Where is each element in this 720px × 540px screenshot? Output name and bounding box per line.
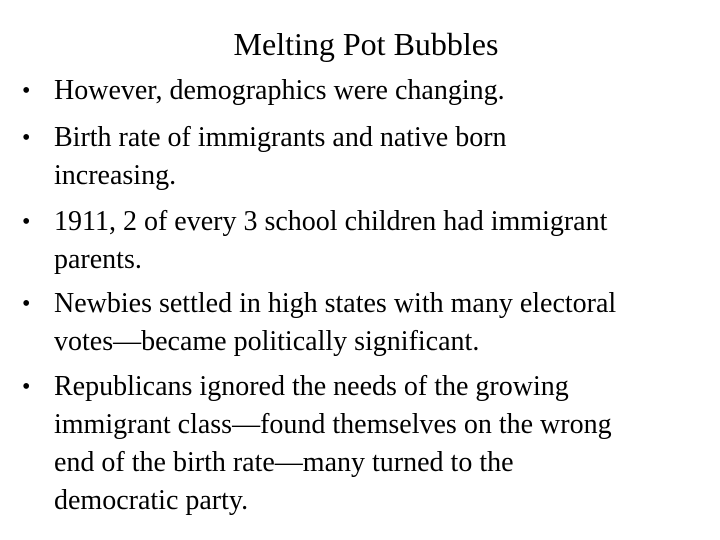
bullet-line: However, demographics were changing. — [54, 75, 505, 106]
bullet-line: democratic party. — [54, 485, 249, 516]
bullet-marker: • — [22, 209, 31, 235]
bullet-marker: • — [22, 125, 31, 151]
bullet-text — [54, 72, 712, 110]
bullet-marker: • — [22, 374, 31, 400]
bullet-item — [22, 72, 712, 110]
bullet-text — [54, 119, 712, 195]
bullet-line: Birth rate of immigrants and native born — [54, 122, 507, 153]
bullet-text — [54, 203, 712, 279]
bullet-item — [22, 119, 712, 195]
bullet-line: parents. — [54, 244, 142, 275]
bullet-item — [22, 203, 712, 279]
slide-title: Melting Pot Bubbles — [233, 26, 499, 62]
bullet-item — [22, 285, 712, 361]
bullet-text — [54, 285, 712, 361]
bullet-marker: • — [22, 291, 31, 317]
bullet-marker: • — [22, 78, 31, 104]
bullet-line: votes—became politically significant. — [54, 326, 480, 357]
bullet-item — [22, 368, 712, 520]
bullet-line: 1911, 2 of every 3 school children had immigrant — [54, 206, 608, 237]
bullet-line: Republicans ignored the needs of the growing — [54, 371, 569, 402]
bullet-line: immigrant class—found themselves on the wrong — [54, 409, 612, 440]
bullet-text — [54, 368, 712, 520]
bullet-line: increasing. — [54, 160, 177, 191]
bullet-line: Newbies settled in high states with many electoral — [54, 288, 617, 319]
bullet-line: end of the birth rate—many turned to the — [54, 447, 514, 478]
